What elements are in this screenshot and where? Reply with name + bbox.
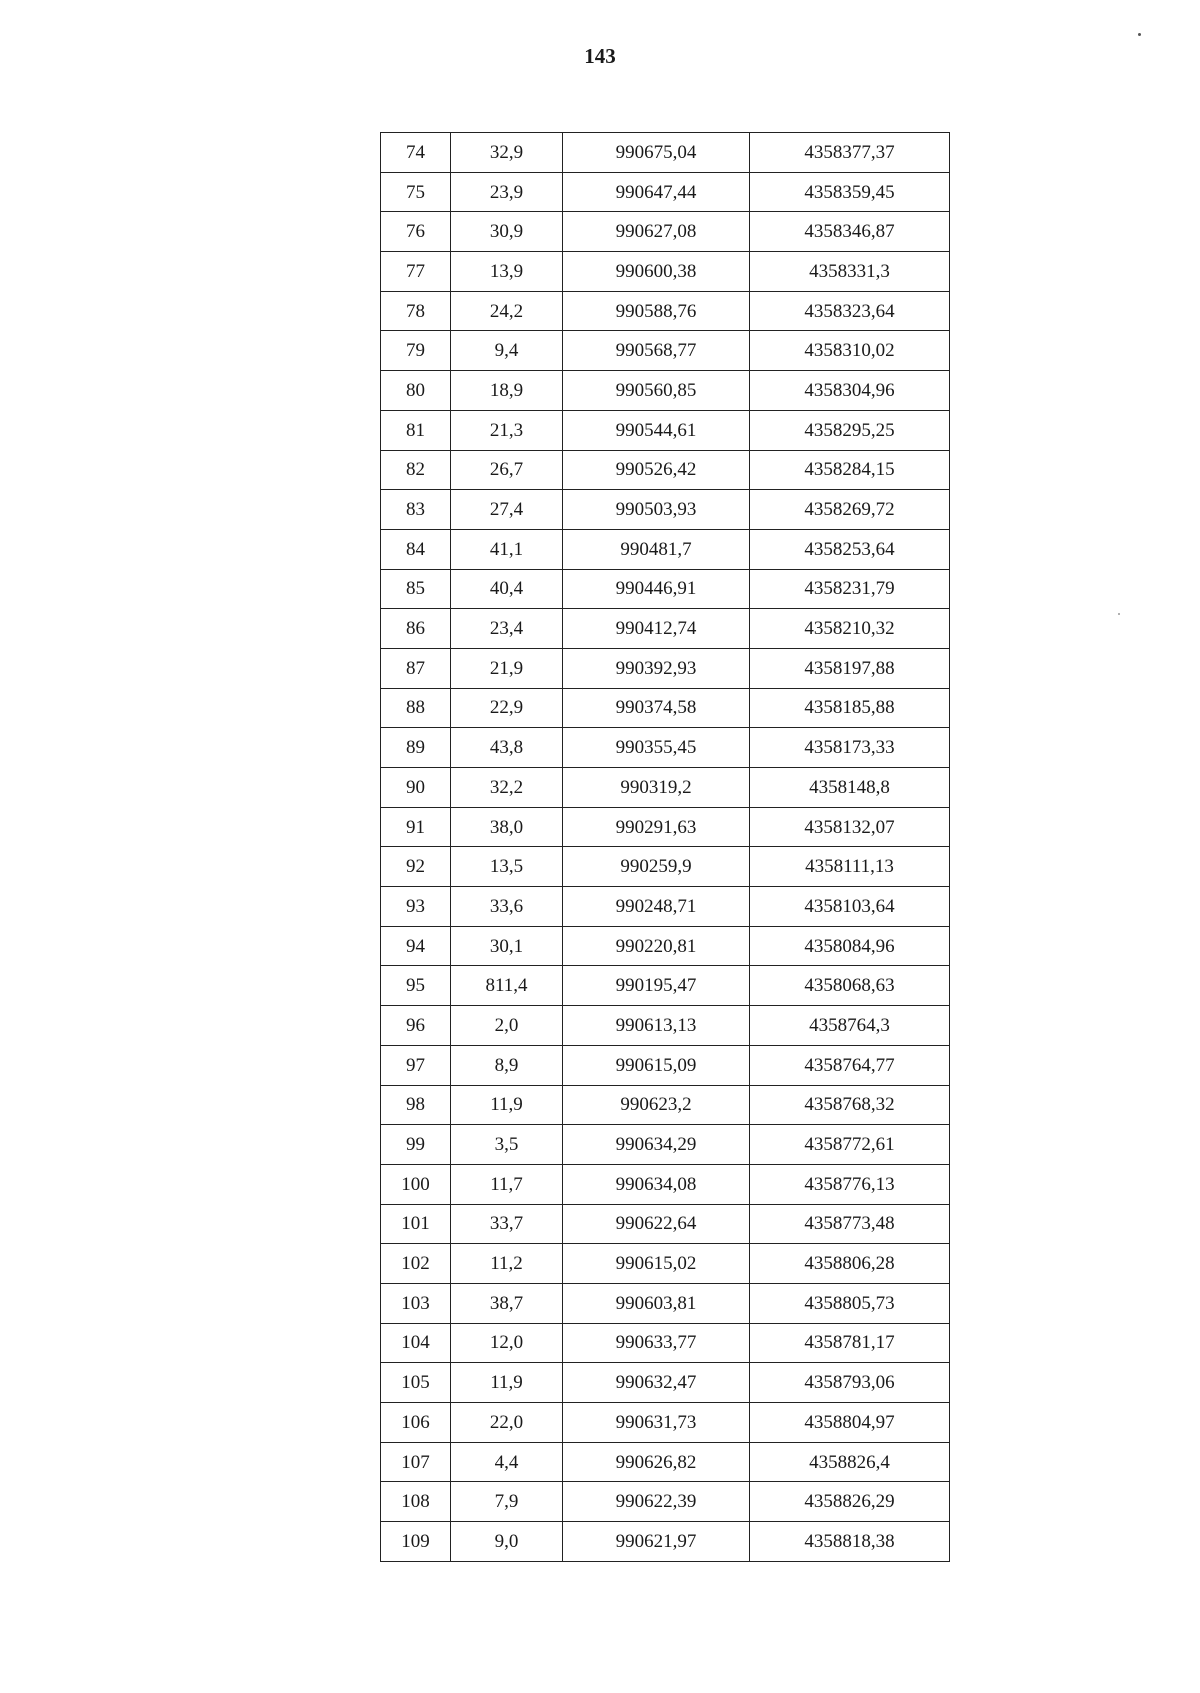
point-number-cell: 97 bbox=[381, 1045, 451, 1085]
table-row bbox=[381, 172, 950, 212]
table-row bbox=[381, 1442, 950, 1482]
x-coordinate-cell: 990615,09 bbox=[563, 1045, 750, 1085]
segment-length-cell: 8,9 bbox=[451, 1045, 563, 1085]
x-coordinate-cell: 990355,45 bbox=[563, 728, 750, 768]
segment-length-cell: 11,9 bbox=[451, 1363, 563, 1403]
table-row bbox=[381, 887, 950, 927]
segment-length-cell: 27,4 bbox=[451, 490, 563, 530]
table-row bbox=[381, 1045, 950, 1085]
point-number-cell: 102 bbox=[381, 1244, 451, 1284]
x-coordinate-cell: 990634,08 bbox=[563, 1164, 750, 1204]
point-number-cell: 91 bbox=[381, 807, 451, 847]
y-coordinate-cell: 4358331,3 bbox=[750, 252, 950, 292]
y-coordinate-cell: 4358818,38 bbox=[750, 1522, 950, 1562]
table-row bbox=[381, 609, 950, 649]
segment-length-cell: 26,7 bbox=[451, 450, 563, 490]
y-coordinate-cell: 4358084,96 bbox=[750, 926, 950, 966]
point-number-cell: 90 bbox=[381, 768, 451, 808]
segment-length-cell: 9,0 bbox=[451, 1522, 563, 1562]
segment-length-cell: 11,7 bbox=[451, 1164, 563, 1204]
y-coordinate-cell: 4358132,07 bbox=[750, 807, 950, 847]
segment-length-cell: 22,9 bbox=[451, 688, 563, 728]
y-coordinate-cell: 4358068,63 bbox=[750, 966, 950, 1006]
scan-speck bbox=[1118, 613, 1120, 615]
x-coordinate-cell: 990392,93 bbox=[563, 648, 750, 688]
point-number-cell: 92 bbox=[381, 847, 451, 887]
segment-length-cell: 7,9 bbox=[451, 1482, 563, 1522]
segment-length-cell: 41,1 bbox=[451, 529, 563, 569]
segment-length-cell: 38,0 bbox=[451, 807, 563, 847]
table-row bbox=[381, 133, 950, 173]
segment-length-cell: 32,2 bbox=[451, 768, 563, 808]
y-coordinate-cell: 4358148,8 bbox=[750, 768, 950, 808]
x-coordinate-cell: 990675,04 bbox=[563, 133, 750, 173]
x-coordinate-cell: 990195,47 bbox=[563, 966, 750, 1006]
y-coordinate-cell: 4358772,61 bbox=[750, 1125, 950, 1165]
table-row bbox=[381, 1125, 950, 1165]
point-number-cell: 81 bbox=[381, 410, 451, 450]
x-coordinate-cell: 990503,93 bbox=[563, 490, 750, 530]
y-coordinate-cell: 4358773,48 bbox=[750, 1204, 950, 1244]
segment-length-cell: 13,9 bbox=[451, 252, 563, 292]
table-row bbox=[381, 1482, 950, 1522]
x-coordinate-cell: 990613,13 bbox=[563, 1006, 750, 1046]
x-coordinate-cell: 990627,08 bbox=[563, 212, 750, 252]
table-row bbox=[381, 648, 950, 688]
table-row bbox=[381, 529, 950, 569]
segment-length-cell: 18,9 bbox=[451, 371, 563, 411]
segment-length-cell: 22,0 bbox=[451, 1403, 563, 1443]
y-coordinate-cell: 4358197,88 bbox=[750, 648, 950, 688]
table-row bbox=[381, 490, 950, 530]
y-coordinate-cell: 4358806,28 bbox=[750, 1244, 950, 1284]
x-coordinate-cell: 990481,7 bbox=[563, 529, 750, 569]
point-number-cell: 108 bbox=[381, 1482, 451, 1522]
x-coordinate-cell: 990633,77 bbox=[563, 1323, 750, 1363]
y-coordinate-cell: 4358377,37 bbox=[750, 133, 950, 173]
x-coordinate-cell: 990259,9 bbox=[563, 847, 750, 887]
segment-length-cell: 23,4 bbox=[451, 609, 563, 649]
x-coordinate-cell: 990291,63 bbox=[563, 807, 750, 847]
point-number-cell: 87 bbox=[381, 648, 451, 688]
x-coordinate-cell: 990374,58 bbox=[563, 688, 750, 728]
segment-length-cell: 33,6 bbox=[451, 887, 563, 927]
scan-speck bbox=[1138, 33, 1141, 36]
x-coordinate-cell: 990544,61 bbox=[563, 410, 750, 450]
table-row bbox=[381, 1363, 950, 1403]
x-coordinate-cell: 990588,76 bbox=[563, 291, 750, 331]
table-row bbox=[381, 1283, 950, 1323]
table-row bbox=[381, 450, 950, 490]
x-coordinate-cell: 990632,47 bbox=[563, 1363, 750, 1403]
point-number-cell: 78 bbox=[381, 291, 451, 331]
x-coordinate-cell: 990623,2 bbox=[563, 1085, 750, 1125]
table-row bbox=[381, 1244, 950, 1284]
table-row bbox=[381, 1522, 950, 1562]
x-coordinate-cell: 990526,42 bbox=[563, 450, 750, 490]
x-coordinate-cell: 990220,81 bbox=[563, 926, 750, 966]
x-coordinate-cell: 990603,81 bbox=[563, 1283, 750, 1323]
segment-length-cell: 3,5 bbox=[451, 1125, 563, 1165]
x-coordinate-cell: 990622,64 bbox=[563, 1204, 750, 1244]
segment-length-cell: 30,1 bbox=[451, 926, 563, 966]
y-coordinate-cell: 4358764,3 bbox=[750, 1006, 950, 1046]
point-number-cell: 89 bbox=[381, 728, 451, 768]
table-row bbox=[381, 252, 950, 292]
table-row bbox=[381, 1085, 950, 1125]
table-row bbox=[381, 291, 950, 331]
point-number-cell: 107 bbox=[381, 1442, 451, 1482]
segment-length-cell: 11,9 bbox=[451, 1085, 563, 1125]
y-coordinate-cell: 4358253,64 bbox=[750, 529, 950, 569]
x-coordinate-cell: 990626,82 bbox=[563, 1442, 750, 1482]
y-coordinate-cell: 4358231,79 bbox=[750, 569, 950, 609]
table-row bbox=[381, 331, 950, 371]
y-coordinate-cell: 4358346,87 bbox=[750, 212, 950, 252]
segment-length-cell: 21,3 bbox=[451, 410, 563, 450]
y-coordinate-cell: 4358185,88 bbox=[750, 688, 950, 728]
x-coordinate-cell: 990568,77 bbox=[563, 331, 750, 371]
table-row bbox=[381, 1403, 950, 1443]
point-number-cell: 105 bbox=[381, 1363, 451, 1403]
point-number-cell: 95 bbox=[381, 966, 451, 1006]
point-number-cell: 106 bbox=[381, 1403, 451, 1443]
table-row bbox=[381, 569, 950, 609]
table-row bbox=[381, 410, 950, 450]
coordinates-table-body bbox=[381, 133, 950, 1562]
table-row bbox=[381, 1323, 950, 1363]
y-coordinate-cell: 4358295,25 bbox=[750, 410, 950, 450]
x-coordinate-cell: 990412,74 bbox=[563, 609, 750, 649]
y-coordinate-cell: 4358323,64 bbox=[750, 291, 950, 331]
table-row bbox=[381, 728, 950, 768]
y-coordinate-cell: 4358111,13 bbox=[750, 847, 950, 887]
y-coordinate-cell: 4358805,73 bbox=[750, 1283, 950, 1323]
y-coordinate-cell: 4358310,02 bbox=[750, 331, 950, 371]
segment-length-cell: 40,4 bbox=[451, 569, 563, 609]
x-coordinate-cell: 990248,71 bbox=[563, 887, 750, 927]
table-row bbox=[381, 807, 950, 847]
x-coordinate-cell: 990560,85 bbox=[563, 371, 750, 411]
point-number-cell: 99 bbox=[381, 1125, 451, 1165]
segment-length-cell: 12,0 bbox=[451, 1323, 563, 1363]
point-number-cell: 104 bbox=[381, 1323, 451, 1363]
x-coordinate-cell: 990634,29 bbox=[563, 1125, 750, 1165]
point-number-cell: 96 bbox=[381, 1006, 451, 1046]
point-number-cell: 75 bbox=[381, 172, 451, 212]
segment-length-cell: 23,9 bbox=[451, 172, 563, 212]
y-coordinate-cell: 4358768,32 bbox=[750, 1085, 950, 1125]
page-number: 143 bbox=[584, 44, 616, 68]
y-coordinate-cell: 4358210,32 bbox=[750, 609, 950, 649]
point-number-cell: 82 bbox=[381, 450, 451, 490]
y-coordinate-cell: 4358103,64 bbox=[750, 887, 950, 927]
segment-length-cell: 24,2 bbox=[451, 291, 563, 331]
segment-length-cell: 33,7 bbox=[451, 1204, 563, 1244]
segment-length-cell: 811,4 bbox=[451, 966, 563, 1006]
y-coordinate-cell: 4358304,96 bbox=[750, 371, 950, 411]
point-number-cell: 74 bbox=[381, 133, 451, 173]
y-coordinate-cell: 4358173,33 bbox=[750, 728, 950, 768]
table-row bbox=[381, 688, 950, 728]
y-coordinate-cell: 4358764,77 bbox=[750, 1045, 950, 1085]
point-number-cell: 109 bbox=[381, 1522, 451, 1562]
x-coordinate-cell: 990622,39 bbox=[563, 1482, 750, 1522]
point-number-cell: 85 bbox=[381, 569, 451, 609]
y-coordinate-cell: 4358776,13 bbox=[750, 1164, 950, 1204]
point-number-cell: 98 bbox=[381, 1085, 451, 1125]
point-number-cell: 100 bbox=[381, 1164, 451, 1204]
point-number-cell: 77 bbox=[381, 252, 451, 292]
table-row bbox=[381, 371, 950, 411]
table-row bbox=[381, 926, 950, 966]
point-number-cell: 84 bbox=[381, 529, 451, 569]
point-number-cell: 79 bbox=[381, 331, 451, 371]
point-number-cell: 76 bbox=[381, 212, 451, 252]
y-coordinate-cell: 4358804,97 bbox=[750, 1403, 950, 1443]
segment-length-cell: 38,7 bbox=[451, 1283, 563, 1323]
point-number-cell: 93 bbox=[381, 887, 451, 927]
segment-length-cell: 21,9 bbox=[451, 648, 563, 688]
table-row bbox=[381, 1204, 950, 1244]
x-coordinate-cell: 990446,91 bbox=[563, 569, 750, 609]
x-coordinate-cell: 990631,73 bbox=[563, 1403, 750, 1443]
segment-length-cell: 13,5 bbox=[451, 847, 563, 887]
segment-length-cell: 32,9 bbox=[451, 133, 563, 173]
x-coordinate-cell: 990615,02 bbox=[563, 1244, 750, 1284]
table-row bbox=[381, 966, 950, 1006]
x-coordinate-cell: 990647,44 bbox=[563, 172, 750, 212]
point-number-cell: 83 bbox=[381, 490, 451, 530]
y-coordinate-cell: 4358826,4 bbox=[750, 1442, 950, 1482]
x-coordinate-cell: 990319,2 bbox=[563, 768, 750, 808]
table-row bbox=[381, 847, 950, 887]
segment-length-cell: 4,4 bbox=[451, 1442, 563, 1482]
y-coordinate-cell: 4358826,29 bbox=[750, 1482, 950, 1522]
point-number-cell: 101 bbox=[381, 1204, 451, 1244]
y-coordinate-cell: 4358284,15 bbox=[750, 450, 950, 490]
y-coordinate-cell: 4358781,17 bbox=[750, 1323, 950, 1363]
coordinates-table bbox=[380, 132, 950, 1562]
point-number-cell: 88 bbox=[381, 688, 451, 728]
point-number-cell: 103 bbox=[381, 1283, 451, 1323]
y-coordinate-cell: 4358359,45 bbox=[750, 172, 950, 212]
point-number-cell: 94 bbox=[381, 926, 451, 966]
point-number-cell: 80 bbox=[381, 371, 451, 411]
segment-length-cell: 11,2 bbox=[451, 1244, 563, 1284]
segment-length-cell: 2,0 bbox=[451, 1006, 563, 1046]
point-number-cell: 86 bbox=[381, 609, 451, 649]
y-coordinate-cell: 4358269,72 bbox=[750, 490, 950, 530]
segment-length-cell: 30,9 bbox=[451, 212, 563, 252]
table-row bbox=[381, 1006, 950, 1046]
table-row bbox=[381, 768, 950, 808]
table-row bbox=[381, 212, 950, 252]
y-coordinate-cell: 4358793,06 bbox=[750, 1363, 950, 1403]
x-coordinate-cell: 990621,97 bbox=[563, 1522, 750, 1562]
table-row bbox=[381, 1164, 950, 1204]
x-coordinate-cell: 990600,38 bbox=[563, 252, 750, 292]
segment-length-cell: 9,4 bbox=[451, 331, 563, 371]
segment-length-cell: 43,8 bbox=[451, 728, 563, 768]
